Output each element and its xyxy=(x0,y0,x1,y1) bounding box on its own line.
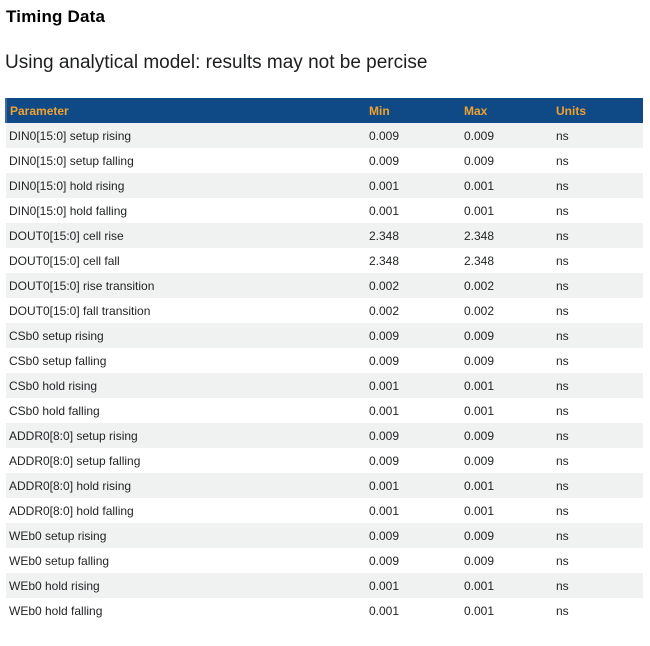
cell-parameter: CSb0 setup falling xyxy=(9,353,107,368)
cell-parameter: ADDR0[8:0] setup rising xyxy=(9,428,138,443)
header-row xyxy=(6,98,643,123)
cell-parameter: ADDR0[8:0] hold falling xyxy=(9,503,134,518)
cell-min: 0.009 xyxy=(369,153,400,168)
cell-parameter: DIN0[15:0] hold falling xyxy=(9,203,128,218)
cell-min: 0.001 xyxy=(369,578,400,593)
cell-parameter: CSb0 hold falling xyxy=(9,403,100,418)
table-row xyxy=(6,448,643,473)
cell-min: 0.009 xyxy=(369,328,400,343)
page-title: Timing Data xyxy=(6,7,106,26)
cell-min: 0.001 xyxy=(369,478,400,493)
cell-units: ns xyxy=(556,603,569,618)
cell-units: ns xyxy=(556,453,569,468)
cell-units: ns xyxy=(556,578,569,593)
cell-units: ns xyxy=(556,528,569,543)
cell-parameter: WEb0 hold rising xyxy=(9,578,100,593)
cell-parameter: CSb0 setup rising xyxy=(9,328,104,343)
cell-min: 0.001 xyxy=(369,203,400,218)
cell-units: ns xyxy=(556,428,569,443)
cell-units: ns xyxy=(556,353,569,368)
table-row xyxy=(6,498,643,523)
cell-parameter: DIN0[15:0] setup rising xyxy=(9,128,132,143)
cell-max: 0.009 xyxy=(464,553,495,568)
cell-max: 0.009 xyxy=(464,428,495,443)
cell-parameter: WEb0 setup falling xyxy=(9,553,110,568)
cell-min: 0.001 xyxy=(369,378,400,393)
cell-units: ns xyxy=(556,403,569,418)
timing-table xyxy=(5,98,643,623)
table-row xyxy=(6,123,643,148)
table-row xyxy=(6,273,643,298)
cell-min: 2.348 xyxy=(369,228,400,243)
cell-min: 0.009 xyxy=(369,353,400,368)
cell-parameter: WEb0 hold falling xyxy=(9,603,103,618)
cell-units: ns xyxy=(556,378,569,393)
cell-min: 0.001 xyxy=(369,603,400,618)
cell-max: 2.348 xyxy=(464,253,495,268)
table-row xyxy=(6,598,643,623)
timing-table-header xyxy=(6,98,643,123)
table-row xyxy=(6,323,643,348)
cell-max: 0.001 xyxy=(464,578,495,593)
table-row xyxy=(6,523,643,548)
cell-parameter: DIN0[15:0] setup falling xyxy=(9,153,134,168)
table-row xyxy=(6,573,643,598)
table-row xyxy=(6,548,643,573)
cell-min: 0.001 xyxy=(369,178,400,193)
cell-min: 0.009 xyxy=(369,428,400,443)
cell-max: 0.001 xyxy=(464,503,495,518)
column-header-max: Max xyxy=(461,98,553,123)
table-row xyxy=(6,248,643,273)
cell-max: 0.001 xyxy=(464,203,495,218)
cell-parameter: DOUT0[15:0] cell fall xyxy=(9,253,120,268)
table-row xyxy=(6,198,643,223)
table-row xyxy=(6,298,643,323)
cell-max: 0.002 xyxy=(464,278,495,293)
timing-table-body xyxy=(6,123,643,623)
cell-units: ns xyxy=(556,128,569,143)
cell-min: 0.001 xyxy=(369,503,400,518)
cell-max: 0.009 xyxy=(464,528,495,543)
cell-units: ns xyxy=(556,503,569,518)
cell-max: 0.009 xyxy=(464,328,495,343)
table-row xyxy=(6,348,643,373)
cell-units: ns xyxy=(556,253,569,268)
cell-max: 0.009 xyxy=(464,153,495,168)
cell-units: ns xyxy=(556,553,569,568)
column-header-units: Units xyxy=(553,98,643,123)
cell-max: 0.002 xyxy=(464,303,495,318)
cell-min: 0.009 xyxy=(369,528,400,543)
cell-parameter: ADDR0[8:0] setup falling xyxy=(9,453,141,468)
cell-min: 2.348 xyxy=(369,253,400,268)
cell-units: ns xyxy=(556,328,569,343)
cell-parameter: DOUT0[15:0] cell rise xyxy=(9,228,124,243)
cell-parameter: DOUT0[15:0] rise transition xyxy=(9,278,155,293)
cell-max: 0.009 xyxy=(464,453,495,468)
cell-min: 0.001 xyxy=(369,403,400,418)
cell-min: 0.009 xyxy=(369,128,400,143)
cell-max: 0.001 xyxy=(464,478,495,493)
table-row xyxy=(6,373,643,398)
column-header-min: Min xyxy=(366,98,461,123)
cell-min: 0.009 xyxy=(369,453,400,468)
cell-max: 0.001 xyxy=(464,403,495,418)
cell-parameter: ADDR0[8:0] hold rising xyxy=(9,478,132,493)
cell-units: ns xyxy=(556,228,569,243)
cell-units: ns xyxy=(556,203,569,218)
cell-parameter: WEb0 setup rising xyxy=(9,528,107,543)
cell-min: 0.002 xyxy=(369,278,400,293)
cell-max: 0.001 xyxy=(464,178,495,193)
table-row xyxy=(6,398,643,423)
cell-units: ns xyxy=(556,153,569,168)
cell-parameter: CSb0 hold rising xyxy=(9,378,98,393)
cell-max: 0.001 xyxy=(464,603,495,618)
table-row xyxy=(6,423,643,448)
cell-max: 0.001 xyxy=(464,378,495,393)
cell-units: ns xyxy=(556,278,569,293)
cell-parameter: DIN0[15:0] hold rising xyxy=(9,178,125,193)
table-row xyxy=(6,473,643,498)
table-row xyxy=(6,223,643,248)
cell-max: 0.009 xyxy=(464,353,495,368)
cell-min: 0.002 xyxy=(369,303,400,318)
cell-parameter: DOUT0[15:0] fall transition xyxy=(9,303,151,318)
cell-min: 0.009 xyxy=(369,553,400,568)
page-subtitle: Using analytical model: results may not be percise xyxy=(5,52,428,73)
cell-max: 0.009 xyxy=(464,128,495,143)
cell-max: 2.348 xyxy=(464,228,495,243)
cell-units: ns xyxy=(556,178,569,193)
column-header-parameter: Parameter xyxy=(6,98,366,123)
table-row xyxy=(6,173,643,198)
cell-units: ns xyxy=(556,478,569,493)
table-row xyxy=(6,148,643,173)
cell-units: ns xyxy=(556,303,569,318)
